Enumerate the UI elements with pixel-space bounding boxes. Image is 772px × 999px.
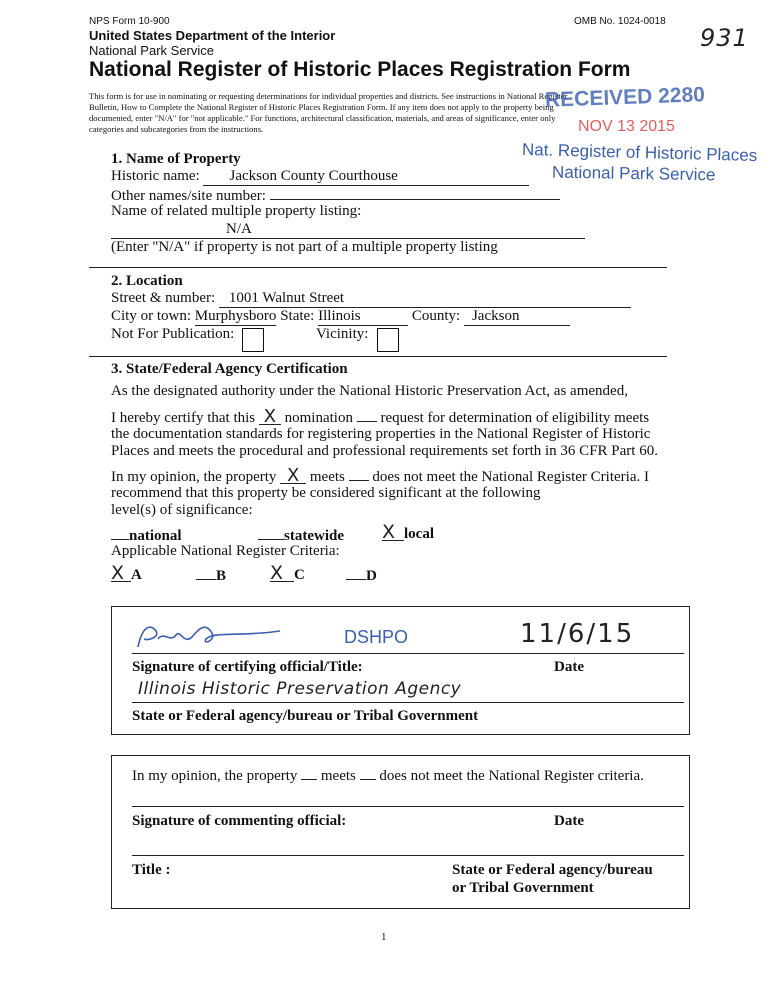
cert-para-5a: In my opinion, the property	[111, 469, 277, 485]
historic-name-row	[111, 168, 529, 186]
commenting-signature-label: Signature of commenting official:	[132, 813, 347, 829]
certifying-date-label: Date	[554, 659, 584, 675]
certifying-signature	[130, 617, 290, 657]
county-value: Jackson	[471, 308, 520, 324]
meets-mark[interactable]: X	[280, 469, 306, 484]
level-statewide-label: statewide	[284, 528, 344, 544]
cert-para-5b: meets	[309, 469, 345, 485]
historic-name-value: Jackson County Courthouse	[229, 168, 398, 184]
other-names-field[interactable]	[270, 185, 560, 200]
multiple-listing-value: N/A	[226, 221, 252, 237]
nat-register-stamp-1: Nat. Register of Historic Places	[521, 139, 758, 166]
multiple-listing-note: (Enter "N/A" if property is not part of a multiple property listing	[111, 239, 498, 255]
criteria-a[interactable]	[111, 562, 142, 584]
cert-para-5c: does not meet the National Register Criteria. I	[372, 469, 649, 485]
street-label: Street & number:	[111, 290, 216, 306]
cert-para-2c: request for determination of eligibility meets	[380, 410, 650, 426]
divider-1	[89, 267, 667, 268]
other-names-row	[111, 185, 560, 205]
section2-heading: 2. Location	[111, 273, 183, 289]
not-for-publication-checkbox[interactable]	[242, 328, 264, 352]
service: National Park Service	[89, 43, 214, 58]
page-number: 1	[381, 931, 387, 943]
vicinity-label: Vicinity:	[316, 326, 369, 342]
omb-number: OMB No. 1024-0018	[574, 16, 666, 27]
commenting-box	[111, 755, 690, 909]
commenting-date-label: Date	[554, 813, 584, 829]
criteria-d[interactable]	[346, 567, 377, 585]
street-row	[111, 290, 631, 308]
certification-box	[111, 606, 690, 735]
level-local[interactable]	[382, 521, 434, 543]
county-field[interactable]	[464, 308, 570, 326]
section3-heading: 3. State/Federal Agency Certification	[111, 361, 348, 377]
certifying-title-handwritten: DSHPO	[344, 627, 409, 647]
cert-para-1: As the designated authority under the National Historic Preservation Act, as amended,	[111, 383, 628, 399]
multiple-listing-field[interactable]	[111, 221, 585, 239]
commenting-agency-label-1: State or Federal agency/bureau	[452, 862, 653, 878]
divider-2	[89, 356, 667, 357]
criteria-a-label: A	[131, 567, 142, 583]
city-value: Murphysboro	[194, 308, 277, 324]
level-national-label: national	[129, 528, 182, 544]
street-value: 1001 Walnut Street	[228, 290, 345, 306]
criteria-a-mark: X	[111, 565, 131, 582]
signature-line-1[interactable]	[132, 653, 684, 654]
agency-label: State or Federal agency/bureau or Tribal Government	[132, 708, 479, 724]
form-number: NPS Form 10-900	[89, 16, 170, 27]
received-stamp: RECEIVED 2280	[544, 83, 706, 112]
level-local-mark: X	[382, 524, 404, 541]
state-label: State:	[280, 308, 315, 324]
title-line[interactable]	[132, 855, 684, 856]
cert-para-4: Places and meets the procedural and professional requirements set forth in 36 CFR Part 60.	[111, 443, 658, 459]
state-field[interactable]	[318, 308, 408, 326]
cert-para-2a: I hereby certify that this	[111, 410, 256, 426]
nat-register-stamp-2: National Park Service	[551, 162, 716, 185]
section1-heading: 1. Name of Property	[111, 151, 241, 167]
instructions-line-4: categories and subcategories from the instructions.	[89, 124, 264, 134]
vicinity-checkbox[interactable]	[377, 328, 399, 352]
criteria-c-mark: X	[270, 565, 294, 582]
multiple-listing-row	[111, 221, 585, 239]
certifying-signature-label: Signature of certifying official/Title:	[132, 659, 363, 675]
criteria-d-label: D	[366, 568, 377, 584]
nomination-mark[interactable]: X	[259, 410, 281, 425]
cert-para-3: the documentation standards for registering properties in the National Register of Historic	[111, 426, 651, 442]
cert-para-2b: nomination	[284, 410, 353, 426]
instructions-line-3: documented, enter "N/A" for "not applicable." For functions, architectural classification, materials, and areas of significance, enter only	[89, 113, 556, 123]
commenting-agency-label-2: or Tribal Government	[452, 880, 594, 896]
criteria-c-label: C	[294, 567, 305, 583]
state-value: Illinois	[318, 308, 361, 324]
commenting-opinion-a: In my opinion, the property	[132, 768, 298, 784]
city-row	[111, 308, 570, 326]
request-mark[interactable]	[357, 409, 377, 422]
certifying-date-handwritten: 11/6/15	[520, 619, 635, 649]
not-for-publication-label: Not For Publication:	[111, 326, 235, 342]
street-field[interactable]	[219, 290, 631, 308]
criteria-b[interactable]	[196, 567, 226, 585]
page-title: National Register of Historic Places Registration Form	[89, 58, 631, 81]
commenting-opinion-c: does not meet the National Register criteria.	[379, 768, 644, 784]
criteria-label: Applicable National Register Criteria:	[111, 543, 340, 559]
city-field[interactable]	[195, 308, 277, 326]
cert-para-6: recommend that this property be considered significant at the following	[111, 485, 541, 501]
agency-handwritten: Illinois Historic Preservation Agency	[138, 679, 462, 699]
criteria-c[interactable]	[270, 562, 305, 584]
cert-para-7: level(s) of significance:	[111, 502, 253, 518]
commenting-title-label: Title :	[132, 862, 171, 878]
does-not-meet-mark[interactable]	[349, 468, 369, 481]
department: United States Department of the Interior	[89, 28, 336, 43]
received-date-stamp: NOV 13 2015	[578, 118, 675, 135]
cert-para-2	[111, 406, 650, 427]
level-local-label: local	[404, 526, 434, 542]
historic-name-field[interactable]	[203, 168, 529, 186]
commenting-meets-mark[interactable]	[301, 767, 317, 780]
instructions-line-1: This form is for use in nominating or requesting determinations for individual properties and districts. See instructions in National Register	[89, 91, 568, 101]
commenting-not-meet-mark[interactable]	[360, 767, 376, 780]
handwritten-number: 931	[700, 24, 749, 52]
commenting-opinion-b: meets	[320, 768, 356, 784]
agency-line-1[interactable]	[132, 702, 684, 703]
instructions-line-2: Bulletin, How to Complete the National Register of Historic Places Registration Form. If any item does not apply to the property being	[89, 102, 554, 112]
criteria-b-label: B	[216, 568, 227, 584]
city-label: City or town:	[111, 308, 192, 324]
signature-line-2[interactable]	[132, 806, 684, 807]
multiple-listing-label: Name of related multiple property listing:	[111, 203, 362, 219]
commenting-opinion	[132, 767, 644, 785]
county-label: County:	[411, 308, 461, 324]
cert-para-5	[111, 465, 649, 486]
historic-name-label: Historic name:	[111, 168, 200, 184]
other-names-label: Other names/site number:	[111, 188, 266, 204]
